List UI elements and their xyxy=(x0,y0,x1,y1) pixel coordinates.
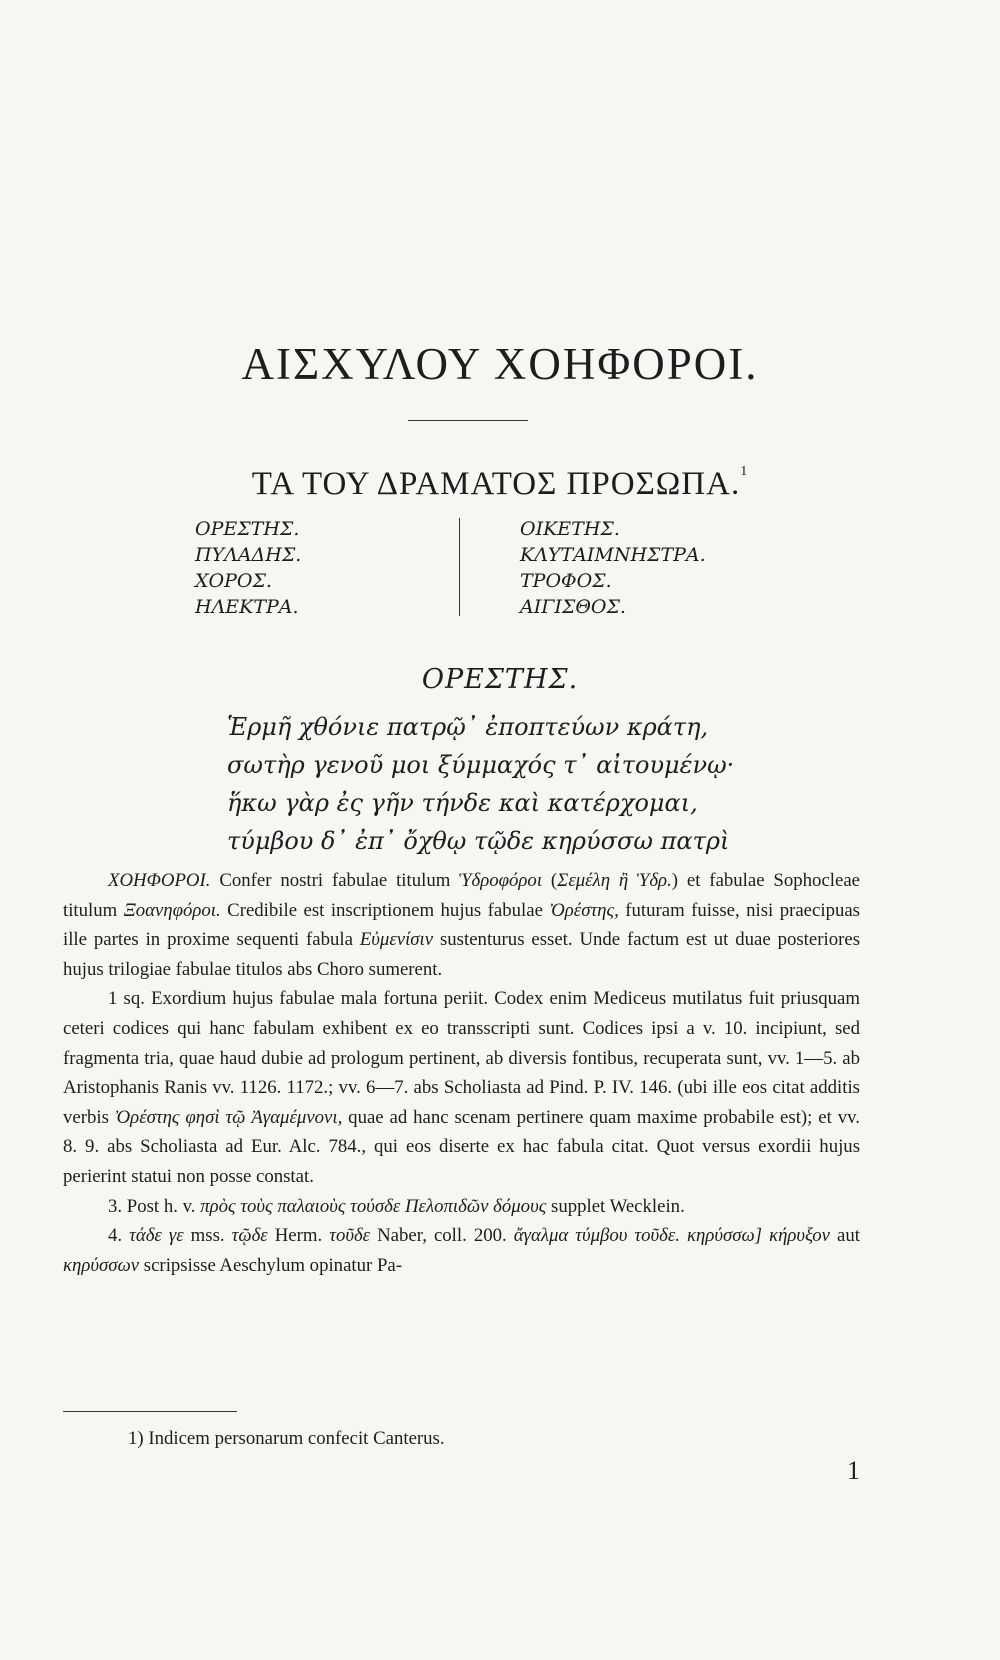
person-name: ΧΟΡΟΣ. xyxy=(195,570,272,592)
person-name: ΤΡΟΦΟΣ. xyxy=(520,570,612,592)
commentary-text: quae ad hanc scenam pertinere quam maxime probabile est); et vv. 8. 9. abs Scholiasta ad Eur. Alc. 784., qui eos diserte ex hac fabula citat. Quot versus exordii hujus perierint statui non posse constat. xyxy=(63,1106,860,1187)
person-name: ΑΙΓΙΣΘΟΣ. xyxy=(520,596,626,618)
person-name: ΚΛΥΤΑΙΜΝΗΣΤΡΑ. xyxy=(520,544,706,566)
greek-text: ἄγαλμα τύμβου τοῦδε. xyxy=(513,1225,680,1247)
commentary xyxy=(63,866,860,1280)
commentary-text: mss. xyxy=(183,1225,232,1247)
greek-text: Ὑδροφόροι xyxy=(459,870,543,891)
person-name: ΗΛΕΚΤΡΑ. xyxy=(195,596,299,618)
lemma: ΧΟΗΦΟΡΟΙ. xyxy=(108,870,211,891)
commentary-text: Herm. xyxy=(267,1225,330,1247)
verse-line: Ἑρμῆ χθόνιε πατρῷ᾽ ἐποπτεύων κράτη, xyxy=(227,713,709,741)
footnote-mark: 1 xyxy=(740,464,749,479)
commentary-text: Credibile est inscriptionem hujus fabulae xyxy=(220,899,550,921)
person-name: ΟΙΚΕΤΗΣ. xyxy=(520,518,620,540)
play-title: ΑΙΣΧΥΛΟΥ ΧΟΗΦΟΡΟΙ. xyxy=(241,339,759,389)
commentary-text: futuram fuisse, nisi praecipuas ille partes in proxime sequenti fabula xyxy=(63,899,860,951)
greek-text: Ὀρέστης φησὶ τῷ Ἀγαμέμνονι, xyxy=(114,1106,343,1128)
page-number: 1 xyxy=(847,1456,860,1485)
commentary-text: 1 sq. Exordium hujus fabulae mala fortuna periit. Codex enim Mediceus mutilatus fuit priusquam ceteri codices qui hanc fabulam exhibent ex eo transscripti sunt. Codices ipsi a v. 10. incipiunt, sed fragmenta tria, quae haud dubie ad prologum pertinent, ab diversis fontibus, recuperata sunt, vv. 1—5. ab Aristophanis Ranis vv. 1126. 1172.; vv. 6—7. abs Scholiasta ad Pind. P. IV. 146. (ubi ille eos citat additis verbis xyxy=(63,988,860,1128)
greek-text: Σεμέλη ἢ Ὑδρ. xyxy=(557,870,672,891)
commentary-paragraph xyxy=(63,1221,860,1280)
greek-text: Ὀρέστης, xyxy=(549,899,619,921)
commentary-text xyxy=(762,1225,769,1246)
person-name: ΟΡΕΣΤΗΣ. xyxy=(195,518,300,540)
verse-line: τύμβου δ᾽ ἐπ᾽ ὄχθῳ τῷδε κηρύσσω πατρὶ xyxy=(227,827,730,855)
greek-text: κηρύσσω] xyxy=(686,1225,763,1247)
commentary-paragraph xyxy=(63,866,860,984)
commentary-text: 3. Post h. v. xyxy=(108,1195,201,1217)
verse-line: σωτὴρ γενοῦ μοι ξύμμαχός τ᾽ αἰτουμένῳ· xyxy=(227,751,735,779)
commentary-text: supplet Wecklein. xyxy=(546,1195,685,1217)
speaker-name: ΟΡΕΣΤΗΣ. xyxy=(421,664,579,695)
commentary-text: sustenturus esset. Unde factum est ut duae posteriores hujus trilogiae fabulae titulos abs Choro sumerent. xyxy=(63,929,861,980)
dramatis-personae-heading xyxy=(0,466,1000,503)
commentary-text: 4. xyxy=(108,1225,130,1247)
commentary-paragraph xyxy=(63,984,860,1191)
footnote-rule xyxy=(63,1411,237,1412)
persons-list-left xyxy=(195,516,440,620)
greek-text: Εὐμενίσιν xyxy=(359,929,434,951)
commentary-text: aut xyxy=(830,1225,860,1247)
commentary-text: Confer nostri fabulae titulum xyxy=(210,870,460,891)
greek-text: κηρύσσων xyxy=(63,1254,140,1276)
persons-list-right xyxy=(500,516,780,620)
commentary-paragraph xyxy=(63,1192,860,1222)
commentary-text xyxy=(680,1225,687,1246)
title-rule xyxy=(408,420,528,421)
commentary-text: scripsisse Aeschylum opinatur Pa- xyxy=(139,1254,402,1276)
verse-block xyxy=(227,708,867,860)
greek-text: πρὸς τοὺς παλαιοὺς τούσδε Πελοπιδῶν δόμους xyxy=(200,1195,547,1217)
greek-text: Ξοανηφόροι. xyxy=(123,899,221,921)
persons-divider xyxy=(459,518,460,616)
commentary-text: Naber, coll. 200. xyxy=(370,1225,514,1247)
greek-text: τῷδε xyxy=(231,1225,268,1247)
dramatis-personae-heading-text: ΤΑ ΤΟΥ ΔΡΑΜΑΤΟΣ ΠΡΟΣΩΠΑ. xyxy=(251,466,741,502)
commentary-text: ) et fabulae Sophocleae titulum xyxy=(63,870,861,921)
commentary-text: ( xyxy=(542,870,558,891)
verse-line: ἥκω γὰρ ἐς γῆν τήνδε καὶ κατέρχομαι, xyxy=(227,789,698,817)
greek-text: κήρυξον xyxy=(769,1225,831,1247)
person-name: ΠΥΛΑΔΗΣ. xyxy=(195,544,302,566)
greek-text: τάδε γε xyxy=(129,1225,184,1247)
footnote: 1) Indicem personarum confecit Canterus. xyxy=(128,1428,445,1449)
greek-text: τοῦδε xyxy=(329,1225,371,1247)
